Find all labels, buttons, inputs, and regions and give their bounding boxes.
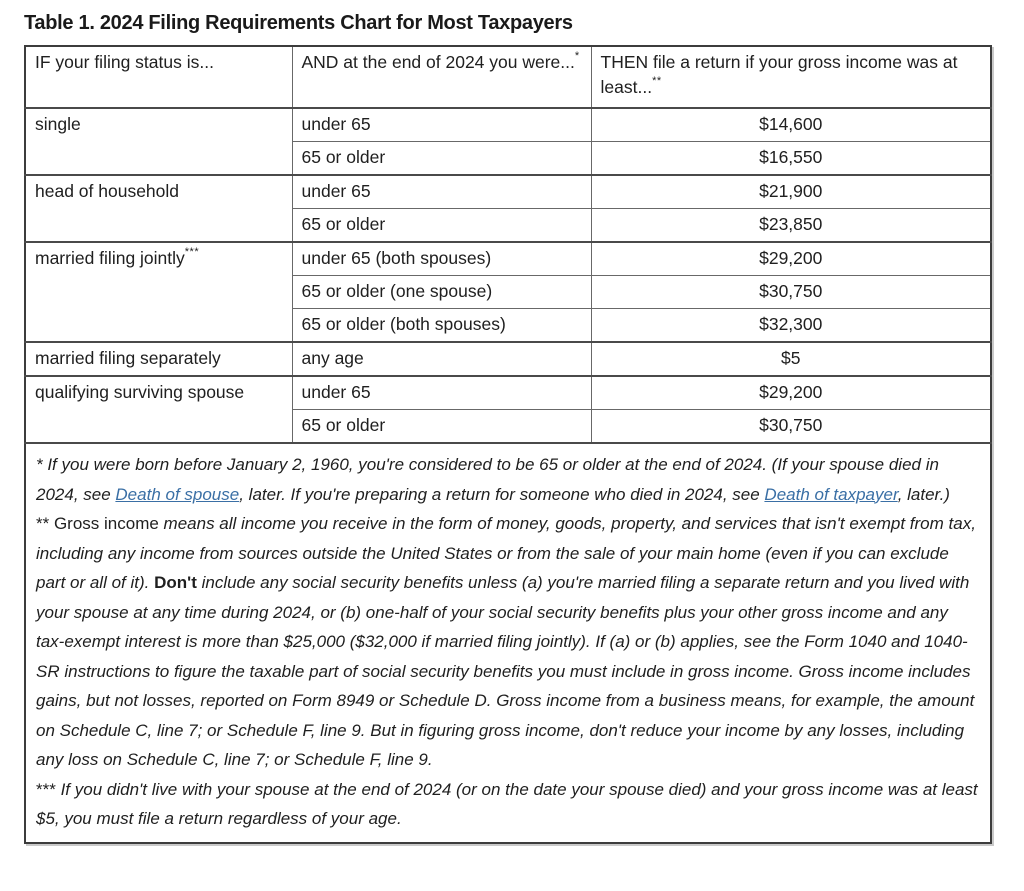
- col-header-age-condition: AND at the end of 2024 you were...*: [292, 46, 591, 108]
- age-condition-cell: under 65: [292, 175, 591, 209]
- income-threshold-cell: $29,200: [591, 242, 991, 276]
- footnote-text: ** Gross income: [36, 514, 164, 533]
- footnote-3: [36, 775, 980, 834]
- age-condition-cell: 65 or older (one spouse): [292, 276, 591, 309]
- income-threshold-cell: $23,850: [591, 209, 991, 243]
- income-threshold-cell: $14,600: [591, 108, 991, 142]
- footnote-marker: **: [652, 75, 662, 88]
- footnote-text: ***: [36, 779, 61, 799]
- filing-status-cell: [25, 376, 292, 443]
- income-threshold-cell: $16,550: [591, 142, 991, 176]
- footnote-text: Don't: [154, 573, 197, 592]
- filing-status-cell: [25, 342, 292, 376]
- footnote-marker: *: [574, 50, 580, 63]
- footnote-text: means all income you receive in the form of money, goods, property, and services that isn't exempt from tax, including any income from sources outside the United States or from the sale of your main home (even if you can exclude part or all of it).: [36, 514, 976, 592]
- income-threshold-cell: $32,300: [591, 309, 991, 343]
- col-header-filing-status: IF your filing status is...: [25, 46, 292, 108]
- age-condition-cell: under 65: [292, 376, 591, 410]
- filing-requirements-table: [24, 45, 992, 844]
- filing-status-cell: [25, 242, 292, 342]
- filing-status-label: head of household: [35, 181, 180, 201]
- footnote-2: [36, 509, 980, 775]
- footnote-marker: ***: [184, 246, 200, 259]
- income-threshold-cell: $21,900: [591, 175, 991, 209]
- footnote-1: [36, 450, 980, 509]
- age-condition-cell: under 65: [292, 108, 591, 142]
- table-row: [25, 376, 991, 410]
- age-condition-cell: 65 or older (both spouses): [292, 309, 591, 343]
- death-of-spouse-link[interactable]: Death of spouse: [115, 484, 240, 504]
- filing-status-label: married filing jointly: [35, 248, 185, 268]
- table-row: [25, 175, 991, 209]
- filing-status-label: single: [35, 114, 81, 134]
- filing-status-label: married filing separately: [35, 348, 221, 368]
- footnote-text: * If you were born before January 2, 1960, you're considered to be 65 or older at the end of 2024. (If your spouse died in 2024, see: [36, 455, 939, 504]
- footnote-text: If you didn't live with your spouse at the end of 2024 (or on the date your spouse died) and your gross income was at least $5, you must file a return regardless of your age.: [36, 779, 978, 828]
- age-condition-cell: 65 or older: [292, 209, 591, 243]
- filing-status-cell: [25, 108, 292, 175]
- footnotes-cell: [25, 443, 991, 843]
- table-row: [25, 242, 991, 276]
- table-row: [25, 342, 991, 376]
- income-threshold-cell: $30,750: [591, 410, 991, 444]
- table-header-row: [25, 46, 991, 108]
- col-header-income-threshold: THEN file a return if your gross income was at least...**: [591, 46, 991, 108]
- filing-status-label: qualifying surviving spouse: [35, 382, 245, 402]
- footnote-text: , later. If you're preparing a return for someone who died in 2024, see: [239, 484, 765, 504]
- footnote-text: include any social security benefits unless (a) you're married filing a separate return and you lived with your spouse at any time during 2024, or (b) one-half of your social security benefits plus your other gross income and any tax-exempt interest is more than $25,000 ($32,000 if married filing jointly). If (a) or (b) applies, see the Form 1040 and 1040-SR instructions to figure the taxable part of social security benefits you must include in gross income. Gross income includes gains, but not losses, reported on Form 8949 or Schedule D. Gross income from a business means, for example, the amount on Schedule C, line 7; or Schedule F, line 9. But in figuring gross income, don't reduce your income by any losses, including any loss on Schedule C, line 7; or Schedule F, line 9.: [36, 573, 975, 769]
- age-condition-cell: 65 or older: [292, 410, 591, 444]
- table-title: Table 1. 2024 Filing Requirements Chart for Most Taxpayers: [24, 12, 573, 34]
- age-condition-cell: 65 or older: [292, 142, 591, 176]
- filing-status-cell: [25, 175, 292, 242]
- footnote-text: , later.): [897, 484, 950, 504]
- death-of-taxpayer-link[interactable]: Death of taxpayer: [764, 484, 898, 504]
- age-condition-cell: under 65 (both spouses): [292, 242, 591, 276]
- income-threshold-cell: $5: [591, 342, 991, 376]
- income-threshold-cell: $29,200: [591, 376, 991, 410]
- table-body: [25, 108, 991, 443]
- age-condition-cell: any age: [292, 342, 591, 376]
- table-row: [25, 108, 991, 142]
- income-threshold-cell: $30,750: [591, 276, 991, 309]
